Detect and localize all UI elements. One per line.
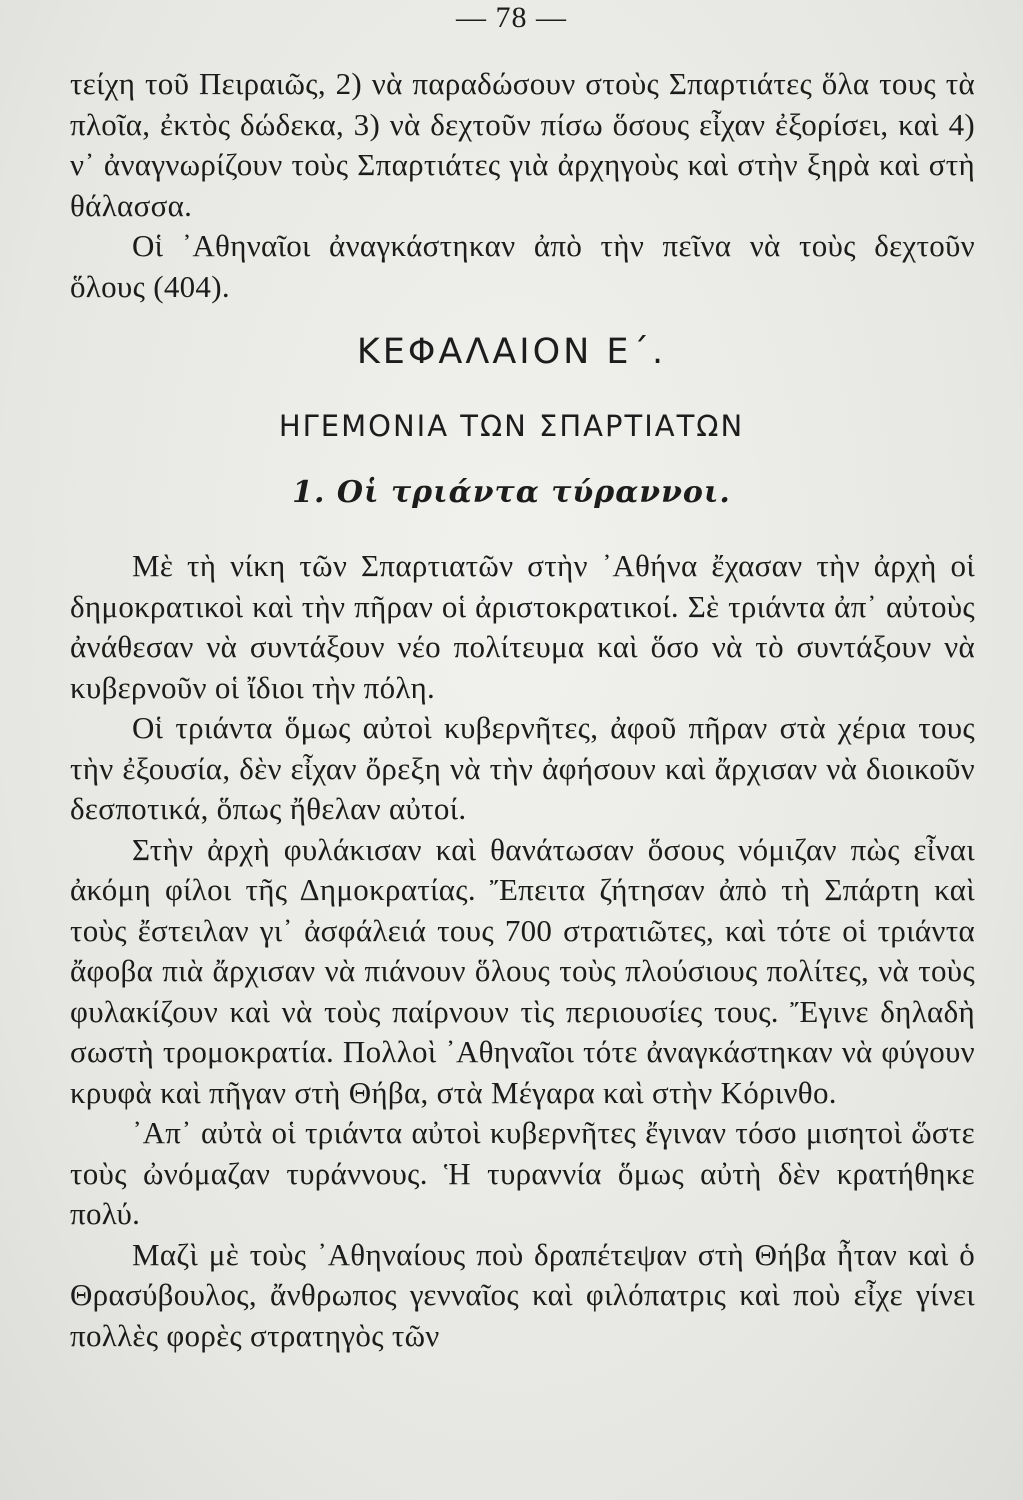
opening-paragraph: τείχη τοῦ Πειραιῶς, 2) νὰ παραδώσουν στοὺς Σπαρτιάτες ὅλα τους τὰ πλοῖα, ἐκτὸς δώδεκα, 3) νὰ δεχτοῦν πίσω ὅσους εἶχαν ἐξορίσει, καὶ 4) ν᾽ ἀναγνωρίζουν τοὺς Σπαρτιάτες γιὰ ἀρχηγοὺς καὶ στὴν ξηρὰ καὶ στὴ θάλασσα. [70, 66, 975, 223]
section-title: 1. Οἱ τριάντα τύραννοι. [292, 475, 731, 510]
paragraph: ᾽Απ᾽ αὐτὰ οἱ τριάντα αὐτοὶ κυβερνῆτες ἔγιναν τόσο μισητοὶ ὥστε τοὺς ὠνόμαζαν τυράννους. Ἡ τυραννία ὅμως αὐτὴ δὲν κρατήθηκε πολύ. [70, 1115, 975, 1231]
chapter-title: ΗΓΕΜΟΝΙΑ ΤΩΝ ΣΠΑΡΤΙΑΤΩΝ [278, 409, 745, 443]
paragraph-athenians: Οἱ ᾽Αθηναῖοι ἀναγκάστηκαν ἀπὸ τὴν πεῖνα νὰ τοὺς δεχτοῦν ὅλους (404). [70, 228, 975, 304]
text-block-top [70, 64, 975, 307]
paragraph: Οἱ τριάντα ὅμως αὐτοὶ κυβερνῆτες, ἀφοῦ πῆραν στὰ χέρια τους τὴν ἐξουσία, δὲν εἶχαν ὄρεξη νὰ τὴν ἀφήσουν καὶ ἄρχισαν νὰ διοικοῦν δεσποτικά, ὅπως ἤθελαν αὐτοί. [70, 710, 975, 826]
text-block-main [70, 546, 975, 1356]
page-number: — 78 — [456, 1, 567, 34]
paragraph: Μαζὶ μὲ τοὺς ᾽Αθηναίους ποὺ δραπέτεψαν στὴ Θήβα ἦταν καὶ ὁ Θρασύβουλος, ἄνθρωπος γενναῖος καὶ φιλόπατρις καὶ ποὺ εἶχε γίνει πολλὲς φορὲς στρατηγὸς τῶν [70, 1236, 975, 1353]
paragraph: Στὴν ἀρχὴ φυλάκισαν καὶ θανάτωσαν ὅσους νόμιζαν πὼς εἶναι ἀκόμη φίλοι τῆς Δημοκρατίας. Ἔπειτα ζήτησαν ἀπὸ τὴ Σπάρτη καὶ τοὺς ἔστειλαν γι᾽ ἀσφάλειά τους 700 στρατιῶτες, καὶ τότε οἱ τριάντα ἄφοβα πιὰ ἄρχισαν νὰ πιάνουν ὅλους τοὺς πλούσιους πολίτες, νὰ τοὺς φυλακίζουν καὶ νὰ τοὺς παίρνουν τὶς περιουσίες τους. Ἔγινε δηλαδὴ σωστὴ τρομοκρατία. Πολλοὶ ᾽Αθηναῖοι τότε ἀναγκάστηκαν νὰ φύγουν κρυφὰ καὶ πῆγαν στὴ Θήβα, στὰ Μέγαρα καὶ στὴν Κόρινθο. [70, 831, 975, 1110]
paragraph: Μὲ τὴ νίκη τῶν Σπαρτιατῶν στὴν ᾽Αθήνα ἔχασαν τὴν ἀρχὴ οἱ δημοκρατικοὶ καὶ τὴν πῆραν οἱ ἀριστοκρατικοί. Σὲ τριάντα ἀπ᾽ αὐτοὺς ἀνάθεσαν νὰ συντάξουν νέο πολίτευμα καὶ ὅσο νὰ τὸ συντάξουν νὰ κυβερνοῦν οἱ ἴδιοι τὴν πόλη. [70, 548, 975, 705]
chapter-heading: ΚΕΦΑΛΑΙΟΝ Ε΄. [356, 332, 667, 372]
